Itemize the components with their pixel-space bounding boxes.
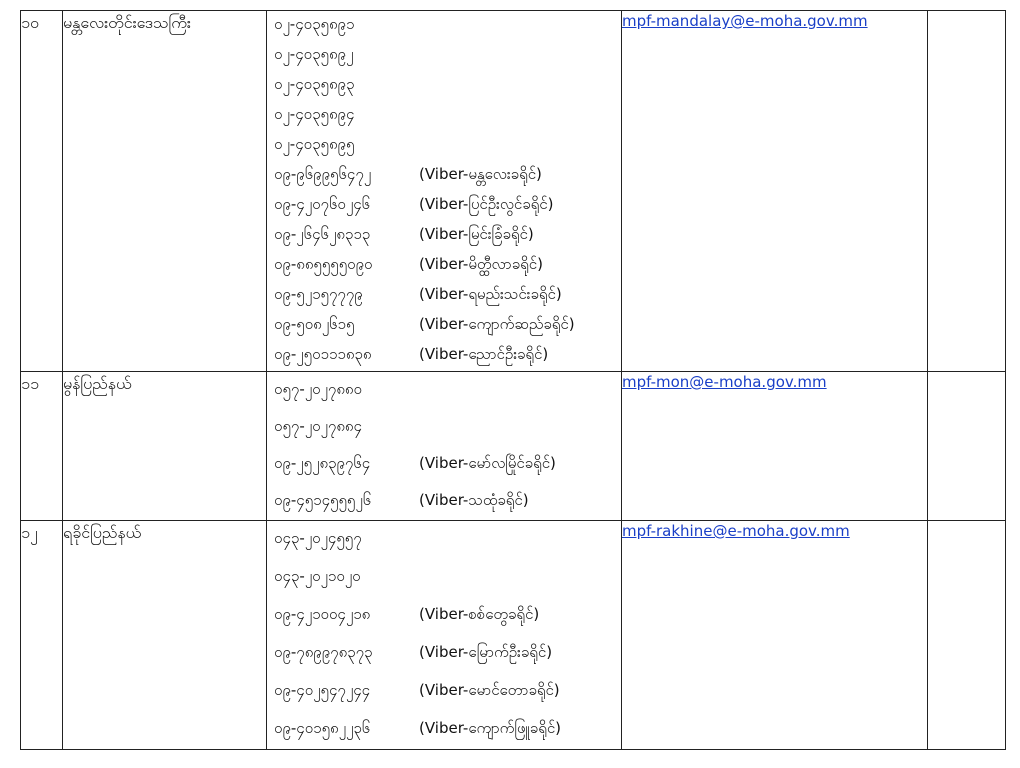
phone-number: ၀၂-၄၀၃၅၈၉၄ [274,105,355,123]
phone-entry [267,483,621,520]
phone-entry [267,597,621,635]
email-link[interactable]: mpf-mon@e-moha.gov.mm [622,373,827,391]
email-cell [622,521,928,750]
region-name: မန္တလေးတိုင်းဒေသကြီး [63,11,267,372]
phone-number: ၀၄၃-၂၀၂၁၀၂၀ [274,567,361,585]
empty-cell [928,521,1006,750]
viber-label: (Viber-ရမည်းသင်းခရိုင်) [419,285,562,303]
phone-number: ၀၉-၂၅၂၈၃၉၇၆၄ [274,453,371,472]
phone-number: ၀၉-၅၂၁၅၇၇၇၉ [274,285,363,303]
viber-label: (Viber-မော်လမြိုင်ခရိုင်) [419,453,556,472]
phone-number: ၀၉-၄၀၂၅၄၇၂၄၄ [274,681,371,699]
phone-entry [267,11,621,41]
phone-entry [267,372,621,409]
viber-label: (Viber-မြင်းခြံခရိုင်) [419,225,534,243]
phone-number: ၀၉-၄၅၁၄၅၅၅၂၆ [274,490,372,509]
row-number: ၁၀ [21,11,63,372]
viber-label: (Viber-မောင်တောခရိုင်) [419,681,560,699]
phone-number: ၀၉-၂၆၄၆၂၈၃၁၃ [274,225,371,243]
viber-label: (Viber-စစ်တွေခရိုင်) [419,605,540,623]
phone-entry [267,559,621,597]
phone-number: ၀၉-၉၆၉၉၅၆၄၇၂ [274,165,372,183]
phone-number: ၀၂-၄၀၃၅၈၉၅ [274,135,355,153]
phone-entry [267,251,621,281]
viber-label: (Viber-မိတ္ထီလာခရိုင်) [419,255,543,273]
phone-entry [267,191,621,221]
phone-entry [267,311,621,341]
email-cell [622,11,928,372]
row-number: ၁၁ [21,372,63,521]
phone-entry [267,161,621,191]
phone-number: ၀၉-၅၀၈၂၆၁၅ [274,315,355,333]
phone-entry [267,409,621,446]
table-row [21,372,1006,521]
phone-entry [267,131,621,161]
viber-label: (Viber-ကျောက်ဖြူခရိုင်) [419,719,561,737]
phone-entry [267,221,621,251]
empty-cell [928,372,1006,521]
row-number: ၁၂ [21,521,63,750]
phone-entry [267,101,621,131]
phone-entry [267,446,621,483]
table-row [21,11,1006,372]
viber-label: (Viber-ပြင်ဦးလွင်ခရိုင်) [419,195,554,213]
phone-number: ၀၂-၄၀၃၅၈၉၁ [274,15,355,33]
email-cell [622,372,928,521]
phone-list [267,372,622,521]
phone-number: ၀၅၇-၂၀၂၇၈၈၀ [274,379,362,398]
viber-label: (Viber-သထုံခရိုင်) [419,490,529,509]
region-name: မွန်ပြည်နယ် [63,372,267,521]
phone-number: ၀၉-၂၅၀၁၁၁၈၃၈ [274,345,372,363]
phone-number: ၀၉-၄၂၀၇၆၀၂၄၆ [274,195,371,213]
table-row [21,521,1006,750]
viber-label: (Viber-မြောက်ဦးခရိုင်) [419,643,553,661]
phone-entry [267,521,621,559]
empty-cell [928,11,1006,372]
phone-number: ၀၉-၄၂၁၀၀၄၂၁၈ [274,605,371,623]
region-name: ရခိုင်ပြည်နယ် [63,521,267,750]
phone-number: ၀၅၇-၂၀၂၇၈၈၄ [274,416,362,435]
email-link[interactable]: mpf-rakhine@e-moha.gov.mm [622,522,850,540]
contacts-table [20,10,1006,750]
phone-number: ၀၉-၇၈၉၉၇၈၃၇၃ [274,643,373,661]
phone-entry [267,341,621,371]
phone-entry [267,71,621,101]
phone-entry [267,281,621,311]
viber-label: (Viber-ကျောက်ဆည်ခရိုင်) [419,315,575,333]
phone-number: ၀၉-၄၀၁၅၈၂၂၃၆ [274,719,371,737]
email-link[interactable]: mpf-mandalay@e-moha.gov.mm [622,12,868,30]
phone-entry [267,673,621,711]
phone-entry [267,711,621,749]
viber-label: (Viber-မန္တလေးခရိုင်) [419,165,542,183]
phone-entry [267,635,621,673]
phone-number: ၀၉-၈၈၅၅၅၅၀၉၀ [274,255,373,273]
phone-number: ၀၄၃-၂၀၂၄၅၅၇ [274,529,362,547]
phone-number: ၀၂-၄၀၃၅၈၉၃ [274,75,355,93]
phone-list [267,521,622,750]
viber-label: (Viber-ညောင်ဦးခရိုင်) [419,345,549,363]
phone-entry [267,41,621,71]
phone-number: ၀၂-၄၀၃၅၈၉၂ [274,45,354,63]
phone-list [267,11,622,372]
